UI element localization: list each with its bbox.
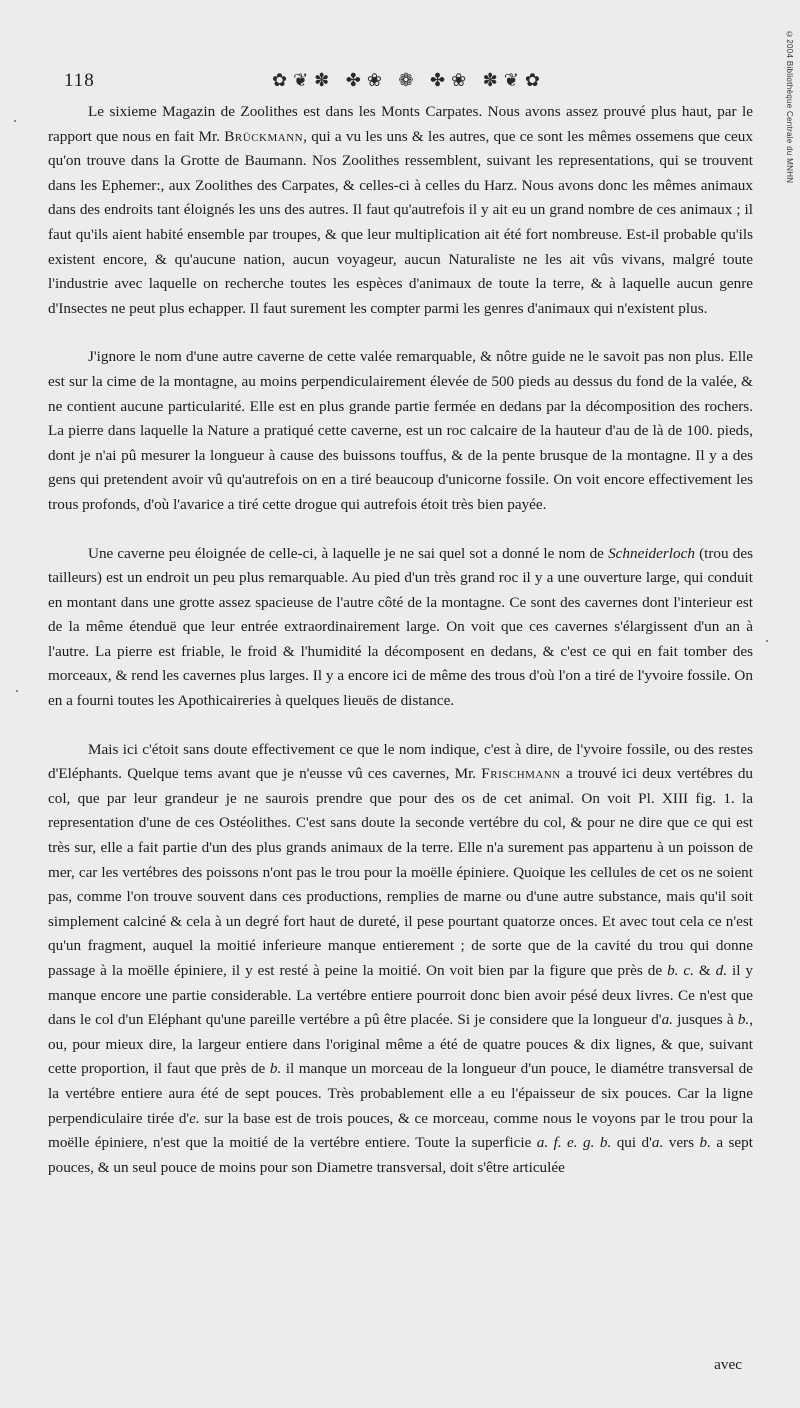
text-run: Mais ici c'étoit sans doute effectivement ce que le nom indique, c'est à dire, de l'yvoire fossile, ou des restes d'Eléphants. Quelque tems avant que je n'eusse vû ces cavernes, Mr. xyxy=(48,740,753,783)
italic-text: e. xyxy=(189,1109,200,1127)
catchword: avec xyxy=(714,1356,742,1373)
text-run: , ou, pour mieux dire, la largeur entiere dans l'original même a été de quatre pouces & dix lignes, & que, suivant cette proportion, il faut que près de xyxy=(48,1011,753,1078)
italic-text: a. f. e. g. b. xyxy=(536,1134,612,1152)
italic-text: a. xyxy=(661,1011,673,1029)
text-run: il y manque encore une partie considerable. La vertébre entiere pourroit donc bien avoir pésé deux livres. Ce n'est que dans le col d'un Eléphant qu'une pareille vertébre a pû être placée. Si je considere que la longueur d' xyxy=(48,962,753,1029)
paragraph xyxy=(48,100,753,321)
person-name: Brückmann xyxy=(224,127,304,145)
text-run: Une caverne peu éloignée de celle-ci, à laquelle je ne sai quel sot a donné le nom de xyxy=(88,544,609,562)
text-run: Le sixieme Magazin de Zoolithes est dans les Monts Carpates. Nous avons assez prouvé plus haut, par le rapport que nous en fait Mr. xyxy=(48,103,753,145)
italic-text: a. xyxy=(651,1134,664,1152)
italic-text: b. c. xyxy=(667,962,694,979)
text-run: a sept pouces, & un seul pouce de moins pour son Diametre transversal, doit s'être articulée xyxy=(48,1134,753,1176)
page-number: 118 xyxy=(64,70,95,91)
italic-text: b. xyxy=(737,1011,750,1029)
text-run: qui d' xyxy=(611,1134,652,1152)
italic-text: b. xyxy=(699,1134,711,1152)
text-run: (trou des tailleurs) est un endroit un peu plus remarquable. Au pied d'un très grand roc il y a une ouverture large, qui conduit en montant dans une grotte assez spacieuse de l'autre côté de la montagne. Ce sont des cavernes dont l'interieur est de la même étenduë que leur entrée extraordinairement large. On voit que ces cavernes s'élargissent d'un an à l'autre. La pierre est friable, le froid & l'humidité la décomposent en dedans, & c'est ce qui en fait tomber des morceaux, & rend les cavernes plus larges. Il y a encore ici de même des trous d'où l'on a tiré de l'yvoire fossile. On en a fourni toutes les Apothicaireries à quelques lieuës de distance. xyxy=(48,544,753,710)
text-run: sur la base est de trois pouces, & ce morceau, comme nous le voyons par le trou pour la moëlle épiniere, n'est que la moitié de la vertébre entiere. Toute la superficie xyxy=(48,1109,753,1152)
scan-speck xyxy=(766,640,768,642)
text-run: & xyxy=(693,962,716,979)
italic-text: b. xyxy=(269,1060,282,1078)
italic-text: Schneiderloch xyxy=(608,544,695,562)
person-name: Frischmann xyxy=(481,765,561,783)
scan-speck xyxy=(16,690,18,692)
scan-speck xyxy=(14,120,16,122)
text-run: vers xyxy=(663,1134,700,1152)
text-run: , qui a vu les uns & les autres, que ce sont les mêmes ossemens que ceux qu'on trouve dans la Grotte de Baumann. Nos Zoolithes ressemblent, suivant les representations, qui se trouvent dans les Ephemer:, aux Zoolithes des Carpates, & celles-ci à celles du Harz. Nous avons donc les mêmes animaux dans des endroits tant éloignés les uns des autres. Il faut qu'autrefois il y ait eu un grand nombre de ces animaux ; il faut qu'ils aient habité ensemble par troupes, & que leur multiplication ait été fort nombreuse. Est-il probable qu'ils existent encore, & qu'aucune nation, aucun voyageur, aucun Naturaliste ne les ait vûs vivans, malgré toute l'industrie avec laquelle on recherche toutes les espèces d'animaux de toute la terre, & à laquelle aucun genre d'Insectes ne peut plus echapper. Il faut surement les compter parmi les genres d'animaux qui n'existent plus. xyxy=(48,127,753,317)
paragraph xyxy=(48,542,753,714)
paragraph xyxy=(48,738,753,1181)
body-text xyxy=(48,100,753,1204)
text-run: J'ignore le nom d'une autre caverne de cette valée remarquable, & nôtre guide ne le savoit pas non plus. Elle est sur la cime de la montagne, au moins perpendiculairement élevée de 500 pieds au dessus du fond de la valée, & ne contient aucune particularité. Elle est en plus grande partie fermée en dedans par la décomposition des rochers. La pierre dans laquelle la Nature a pratiqué cette caverne, est un roc calcaire de la hauteur d'au de là de 100. pieds, dont je n'ai pû mesurer la longueur à cause des buissons touffus, & de la pente brusque de la montagne. Il y a des gens qui pretendent avoir vû qu'autrefois on en a tiré beaucoup d'unicorne fossile. On voit encore effectivement les trous profonds, d'où l'avarice a tiré cette drogue qui autrefois étoit très bien payée. xyxy=(48,348,753,513)
page-header xyxy=(52,70,752,96)
text-run: il manque un morceau de la longueur d'un pouce, le diamétre transversal de la vertébre entiere aura été de sept pouces. Très probablement elle a eu l'épaisseur de six pouces. Car la ligne perpendiculaire tirée d' xyxy=(48,1060,753,1127)
library-stamp: ©2004 Bibliothèque Centrale du MNHN xyxy=(785,30,794,184)
italic-text: d. xyxy=(715,962,728,979)
text-run: a trouvé ici deux vertébres du col, que par leur grandeur je ne saurois prendre que pour des os de cet animal. On voit Pl. XIII fig. 1. la representation d'une de ces Ostéolithes. C'est sans doute la seconde vertébre du col, & pour ne dire que ce qui est très sur, elle a fait partie d'un des plus grands animaux de la terre. Elle n'a surement pas appartenu à un poisson de mer, car les vertébres des poissons n'ont pas le trou pour la moëlle épiniere. Quoique les cellules de cet os ne soient pas, comme l'on trouve souvent dans ces productions, remplies de marne ou d'une autre substance, mais qu'il soit simplement calciné & cela à un degré fort haut de dureté, il pese pourtant quatorze onces. Et avec tout cela ce n'est qu'un fragment, auquel la moitié inferieure manque entierement ; de sorte que de la cavité du trou qui donne passage à la moëlle épiniere, il y est resté à peine la moitié. On voit bien par la figure que près de xyxy=(48,765,754,979)
header-ornament: ✿❦✽ ✤❀ ❁ ✤❀ ✽❦✿ xyxy=(272,70,546,90)
text-run: jusques à xyxy=(672,1011,738,1029)
paragraph xyxy=(48,345,753,517)
